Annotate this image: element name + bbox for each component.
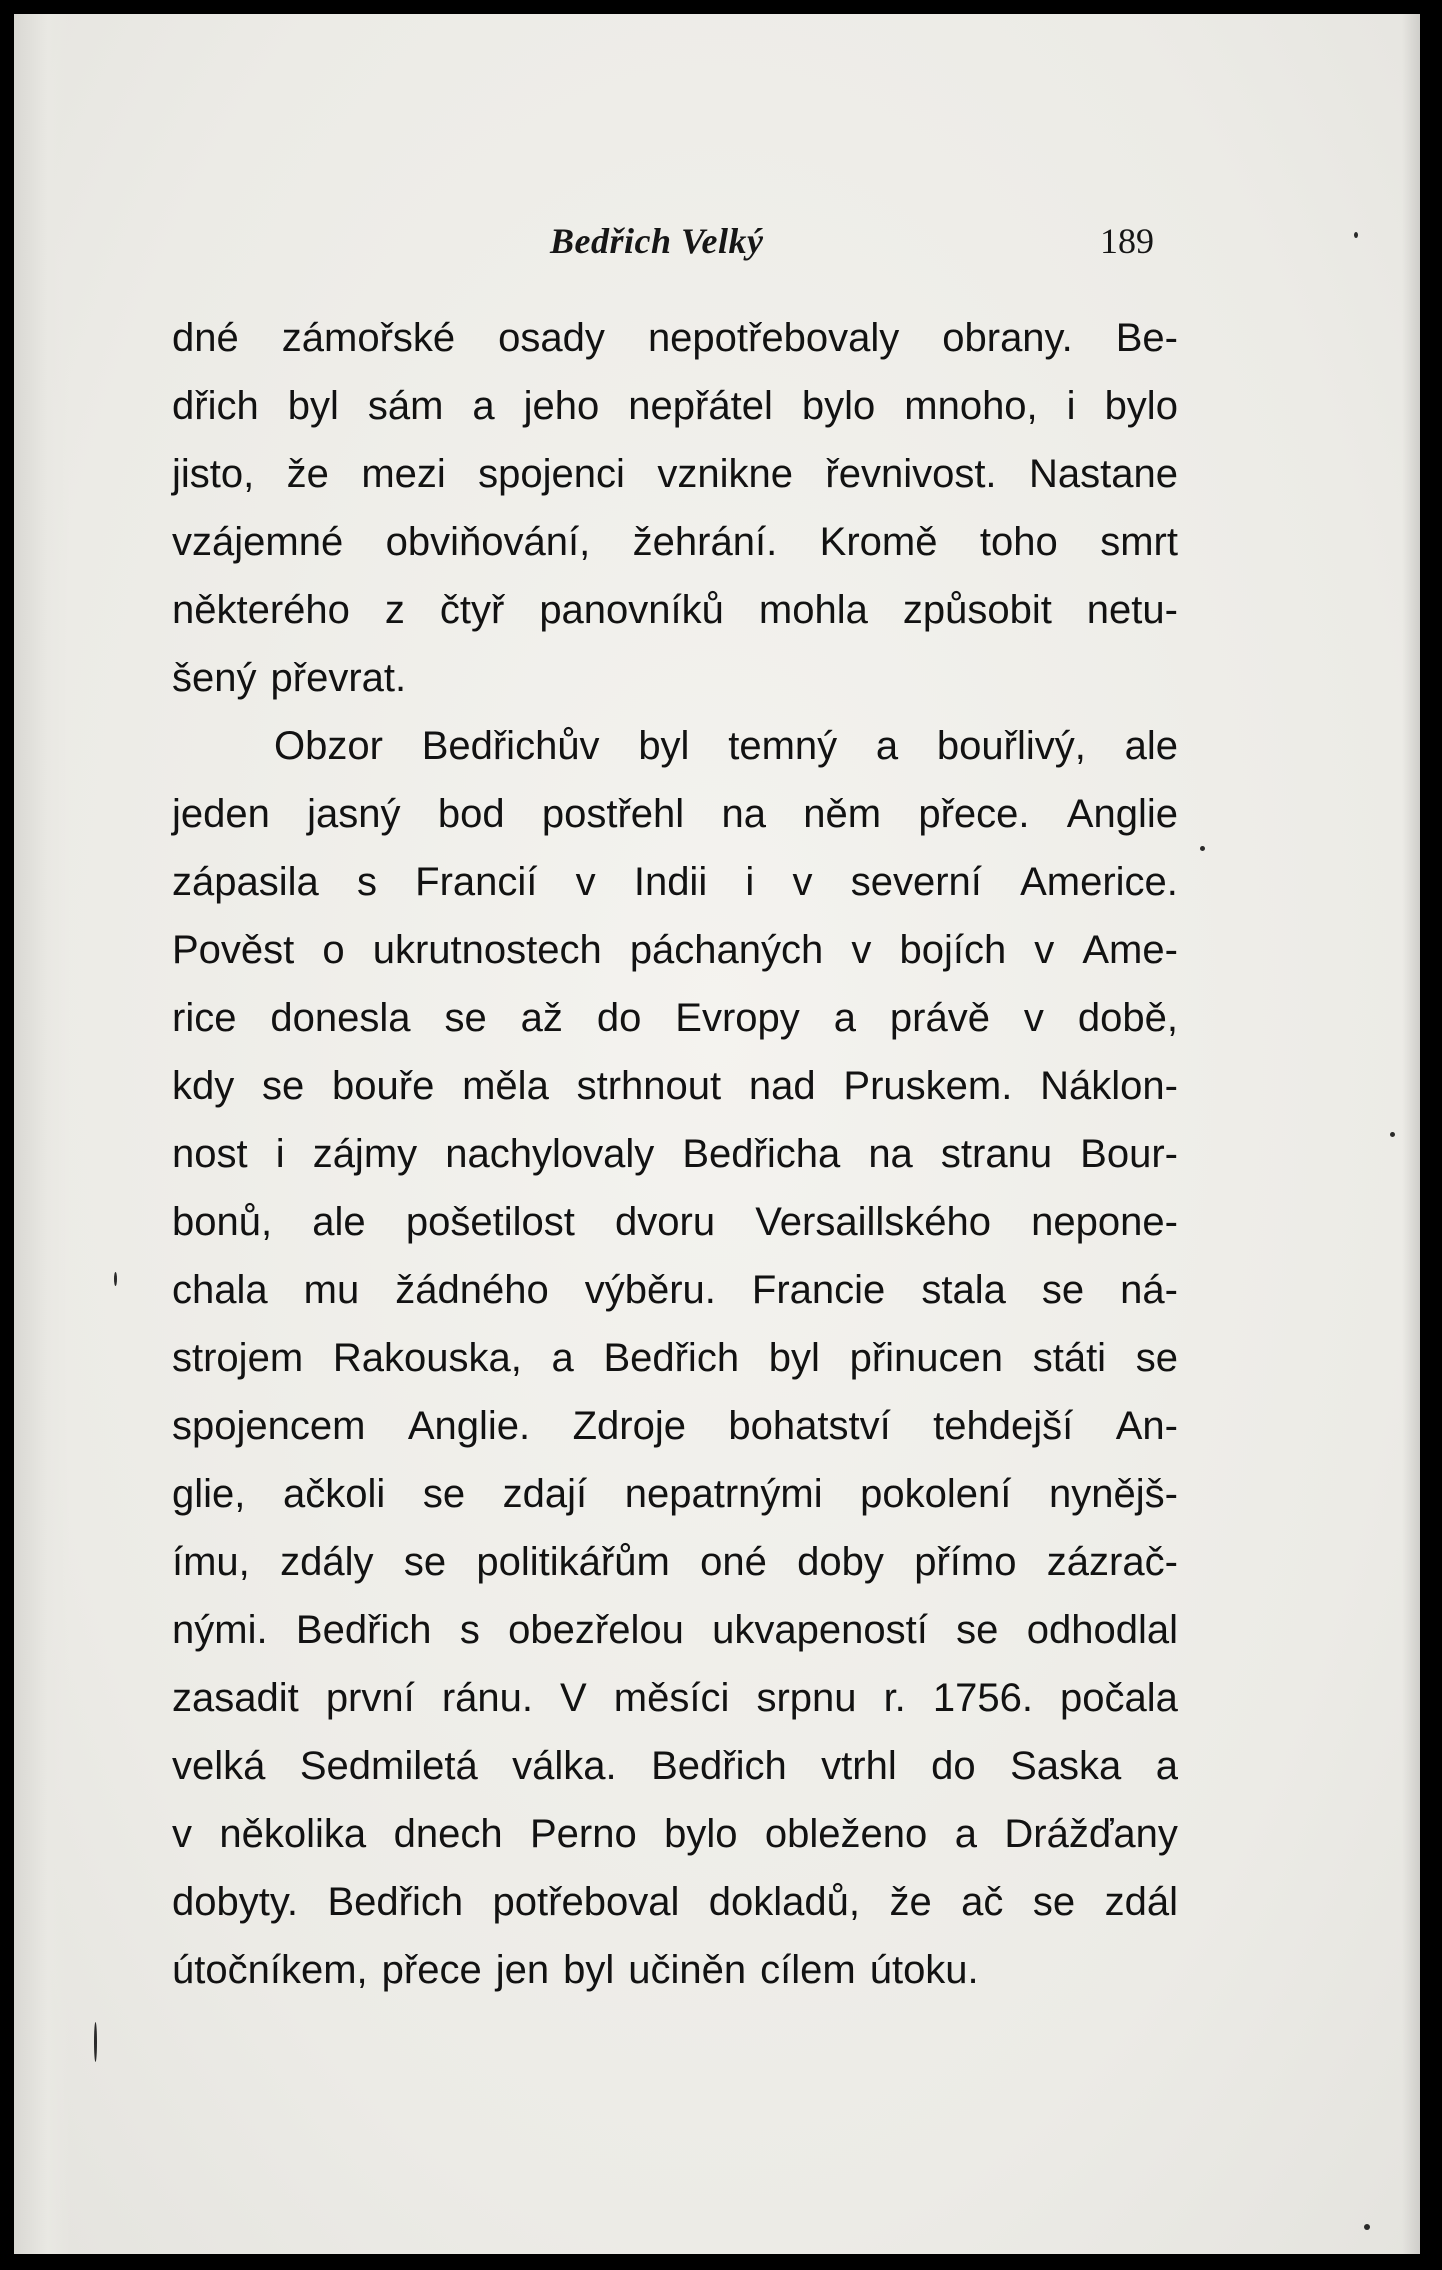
word: bouřlivý, bbox=[936, 724, 1086, 768]
word: přece. bbox=[918, 792, 1030, 836]
word: se bbox=[403, 1540, 447, 1584]
word: r. bbox=[883, 1676, 906, 1720]
word: s bbox=[356, 860, 377, 904]
word: Sedmiletá bbox=[299, 1744, 478, 1788]
text-line bbox=[172, 372, 1178, 440]
word: mu bbox=[303, 1268, 360, 1312]
text-line bbox=[172, 1936, 1178, 2004]
word: první bbox=[325, 1676, 415, 1720]
word: výběru. bbox=[584, 1268, 716, 1312]
word: zájmy bbox=[312, 1132, 418, 1176]
word: dvoru bbox=[615, 1200, 716, 1244]
word: postřehl bbox=[541, 792, 685, 836]
word: ukvapeností bbox=[712, 1608, 928, 1652]
word: ale bbox=[1124, 724, 1178, 768]
word: Be- bbox=[1115, 316, 1178, 360]
word: ač bbox=[961, 1880, 1004, 1924]
word: žádného bbox=[395, 1268, 549, 1312]
word: spojencem bbox=[172, 1404, 366, 1448]
word: chala bbox=[172, 1268, 268, 1312]
word: Bedřich bbox=[651, 1744, 787, 1788]
word: bylo bbox=[801, 384, 876, 428]
word: že bbox=[286, 452, 329, 496]
word: zázrač- bbox=[1046, 1540, 1178, 1584]
word: zápasila bbox=[172, 860, 319, 904]
word: spojenci bbox=[478, 452, 625, 496]
word: zámořské bbox=[281, 316, 456, 360]
word: stranu bbox=[940, 1132, 1053, 1176]
scan-speck bbox=[1364, 2224, 1370, 2230]
word: Bedřich bbox=[327, 1880, 464, 1924]
word: že bbox=[889, 1880, 932, 1924]
word: se bbox=[444, 996, 487, 1040]
word: i bbox=[275, 1132, 285, 1176]
word: osady bbox=[498, 316, 605, 360]
word: byl bbox=[563, 1948, 615, 1992]
word: jasný bbox=[307, 792, 401, 836]
word: Bedřichův bbox=[421, 724, 600, 768]
word: i bbox=[745, 860, 755, 904]
word: bonů, bbox=[172, 1200, 273, 1244]
word: několika bbox=[219, 1812, 367, 1856]
word: přímo bbox=[914, 1540, 1017, 1584]
word: Anglie. bbox=[407, 1404, 531, 1448]
word: Bour- bbox=[1080, 1132, 1178, 1176]
word: učiněn bbox=[628, 1948, 747, 1992]
word: kdy bbox=[172, 1064, 235, 1108]
word: jisto, bbox=[172, 452, 255, 496]
word: až bbox=[520, 996, 563, 1040]
word: Kromě bbox=[819, 520, 938, 564]
word: Americe. bbox=[1020, 860, 1178, 904]
word: zdají bbox=[502, 1472, 588, 1516]
word: na bbox=[868, 1132, 913, 1176]
word: válka. bbox=[512, 1744, 617, 1788]
word: strhnout bbox=[576, 1064, 722, 1108]
word: bylo bbox=[664, 1812, 738, 1856]
word: potřeboval bbox=[492, 1880, 680, 1924]
word: v bbox=[1023, 996, 1044, 1040]
word: nad bbox=[748, 1064, 816, 1108]
word: pošetilost bbox=[405, 1200, 575, 1244]
word: mohla bbox=[758, 588, 868, 632]
word: nost bbox=[172, 1132, 248, 1176]
word: severní bbox=[850, 860, 982, 904]
word: Francií bbox=[415, 860, 538, 904]
word: v bbox=[575, 860, 596, 904]
word: srpnu bbox=[756, 1676, 857, 1720]
word: právě bbox=[889, 996, 990, 1040]
word: a bbox=[551, 1336, 574, 1380]
word: stala bbox=[921, 1268, 1006, 1312]
text-line bbox=[172, 1596, 1178, 1664]
word: V bbox=[560, 1676, 587, 1720]
word: oné bbox=[700, 1540, 767, 1584]
word: se bbox=[422, 1472, 466, 1516]
word: ale bbox=[312, 1200, 366, 1244]
text-line bbox=[172, 1528, 1178, 1596]
word: zdály bbox=[280, 1540, 374, 1584]
word: nepatrnými bbox=[624, 1472, 823, 1516]
word: Pověst bbox=[172, 928, 295, 972]
text-line bbox=[172, 508, 1178, 576]
word: jeho bbox=[523, 384, 600, 428]
word: mezi bbox=[361, 452, 446, 496]
word: se bbox=[1041, 1268, 1085, 1312]
body-text bbox=[172, 304, 1178, 2004]
word: z bbox=[384, 588, 405, 632]
word: byl bbox=[768, 1336, 820, 1380]
word: a bbox=[472, 384, 495, 428]
word: pokolení bbox=[860, 1472, 1012, 1516]
word: i bbox=[1066, 384, 1076, 428]
word: nepone- bbox=[1031, 1200, 1178, 1244]
text-line bbox=[172, 1324, 1178, 1392]
word: do bbox=[596, 996, 642, 1040]
word: bohatství bbox=[728, 1404, 891, 1448]
word: páchaných bbox=[629, 928, 824, 972]
word: se bbox=[956, 1608, 999, 1652]
word: toho bbox=[979, 520, 1058, 564]
word: Pruskem. bbox=[843, 1064, 1013, 1108]
word: se bbox=[1135, 1336, 1178, 1380]
word: sám bbox=[367, 384, 444, 428]
word: přece bbox=[381, 1948, 482, 1992]
text-line bbox=[172, 644, 1178, 712]
text-line bbox=[172, 1460, 1178, 1528]
word: s bbox=[459, 1608, 480, 1652]
word: An- bbox=[1115, 1404, 1178, 1448]
word: Bedřicha bbox=[682, 1132, 841, 1176]
word: Rakouska, bbox=[332, 1336, 522, 1380]
word: panovníků bbox=[539, 588, 724, 632]
word: doby bbox=[797, 1540, 884, 1584]
word: převrat. bbox=[270, 656, 407, 700]
text-line bbox=[172, 712, 1178, 780]
text-line bbox=[172, 1052, 1178, 1120]
word: počala bbox=[1060, 1676, 1178, 1720]
word: vzájemné bbox=[172, 520, 344, 564]
book-page bbox=[14, 14, 1420, 2254]
word: přinucen bbox=[849, 1336, 1004, 1380]
word: ná- bbox=[1120, 1268, 1178, 1312]
word: a bbox=[1155, 1744, 1178, 1788]
page-header bbox=[14, 214, 1420, 270]
word: v bbox=[1034, 928, 1055, 972]
word: smrt bbox=[1100, 520, 1178, 564]
word: bylo bbox=[1104, 384, 1178, 428]
word: jeden bbox=[172, 792, 270, 836]
word: byl bbox=[638, 724, 690, 768]
word: Zdroje bbox=[572, 1404, 686, 1448]
word: něm bbox=[803, 792, 882, 836]
word: a bbox=[954, 1812, 977, 1856]
word: nachylovaly bbox=[445, 1132, 655, 1176]
scan-speck bbox=[94, 2022, 97, 2062]
word: bojích bbox=[899, 928, 1007, 972]
text-line bbox=[172, 1392, 1178, 1460]
word: státi bbox=[1032, 1336, 1107, 1380]
word: Obzor bbox=[274, 724, 383, 768]
text-line bbox=[172, 1664, 1178, 1732]
word: nepřátel bbox=[628, 384, 773, 428]
word: útoku. bbox=[869, 1948, 979, 1992]
word: řevnivost. bbox=[825, 452, 997, 496]
word: v bbox=[851, 928, 872, 972]
text-line bbox=[172, 1256, 1178, 1324]
word: na bbox=[721, 792, 766, 836]
word: Drážďany bbox=[1004, 1812, 1178, 1856]
word: měsíci bbox=[613, 1676, 730, 1720]
word: bod bbox=[437, 792, 505, 836]
running-title: Bedřich Velký bbox=[550, 221, 764, 261]
text-line bbox=[172, 780, 1178, 848]
word: tehdejší bbox=[933, 1404, 1074, 1448]
word: ránu. bbox=[441, 1676, 533, 1720]
text-line bbox=[172, 1800, 1178, 1868]
word: čtyř bbox=[439, 588, 505, 632]
word: některého bbox=[172, 588, 350, 632]
word: útočníkem, bbox=[172, 1948, 368, 1992]
word: temný bbox=[728, 724, 838, 768]
word: se bbox=[262, 1064, 305, 1108]
word: vznikne bbox=[657, 452, 793, 496]
word: vtrhl bbox=[821, 1744, 897, 1788]
word: donesla bbox=[270, 996, 411, 1040]
word: Anglie bbox=[1066, 792, 1178, 836]
word: dřich bbox=[172, 384, 259, 428]
word: Náklon- bbox=[1040, 1064, 1178, 1108]
page-gutter-shadow bbox=[14, 14, 70, 2254]
word: do bbox=[931, 1744, 976, 1788]
word: odhodlal bbox=[1026, 1608, 1178, 1652]
word: ímu, bbox=[172, 1540, 250, 1584]
word: obrany. bbox=[942, 316, 1073, 360]
word: Versaillského bbox=[755, 1200, 991, 1244]
word: zdál bbox=[1104, 1880, 1178, 1924]
word: době, bbox=[1077, 996, 1178, 1040]
word: v bbox=[792, 860, 813, 904]
scan-speck bbox=[1354, 232, 1358, 238]
word: rice bbox=[172, 996, 237, 1040]
word: byl bbox=[287, 384, 339, 428]
word: mnoho, bbox=[904, 384, 1038, 428]
word: glie, bbox=[172, 1472, 246, 1516]
word: jen bbox=[495, 1948, 550, 1992]
word: Evropy bbox=[675, 996, 800, 1040]
page-number: 189 bbox=[1100, 221, 1154, 261]
scan-speck bbox=[1390, 1132, 1395, 1137]
word: Indii bbox=[633, 860, 708, 904]
word: Ame- bbox=[1082, 928, 1178, 972]
word: Saska bbox=[1010, 1744, 1122, 1788]
text-line bbox=[172, 304, 1178, 372]
word: velká bbox=[172, 1744, 266, 1788]
word: o bbox=[322, 928, 345, 972]
text-line bbox=[172, 1868, 1178, 1936]
word: Francie bbox=[751, 1268, 886, 1312]
word: netu- bbox=[1086, 588, 1178, 632]
word: Nastane bbox=[1028, 452, 1178, 496]
word: obviňování, bbox=[385, 520, 591, 564]
word: ukrutnostech bbox=[372, 928, 602, 972]
word: v bbox=[172, 1812, 192, 1856]
word: Perno bbox=[529, 1812, 637, 1856]
text-line bbox=[172, 1120, 1178, 1188]
word: strojem bbox=[172, 1336, 304, 1380]
text-line bbox=[172, 576, 1178, 644]
page-edge-shadow bbox=[1402, 14, 1420, 2254]
scan-speck bbox=[114, 1272, 117, 1286]
text-line bbox=[172, 1732, 1178, 1800]
text-line bbox=[172, 984, 1178, 1052]
word: šený bbox=[172, 656, 257, 700]
text-line bbox=[172, 848, 1178, 916]
word: měla bbox=[462, 1064, 549, 1108]
word: žehrání. bbox=[632, 520, 778, 564]
word: dokladů, bbox=[708, 1880, 861, 1924]
word: politikářům bbox=[476, 1540, 670, 1584]
word: Bedřich bbox=[295, 1608, 432, 1652]
word: nepotřebovaly bbox=[647, 316, 900, 360]
word: nými. bbox=[172, 1608, 268, 1652]
word: bouře bbox=[332, 1064, 435, 1108]
text-line bbox=[172, 440, 1178, 508]
word: a bbox=[875, 724, 899, 768]
word: obleženo bbox=[764, 1812, 928, 1856]
text-line bbox=[172, 916, 1178, 984]
word: cílem bbox=[760, 1948, 856, 1992]
word: a bbox=[833, 996, 856, 1040]
word: se bbox=[1032, 1880, 1076, 1924]
word: zasadit bbox=[172, 1676, 299, 1720]
word: 1756. bbox=[932, 1676, 1033, 1720]
word: dobyty. bbox=[172, 1880, 298, 1924]
word: obezřelou bbox=[508, 1608, 684, 1652]
word: dnech bbox=[393, 1812, 503, 1856]
word: Bedřich bbox=[603, 1336, 740, 1380]
word: dné bbox=[172, 316, 239, 360]
word: způsobit bbox=[902, 588, 1052, 632]
text-line bbox=[172, 1188, 1178, 1256]
word: nynějš- bbox=[1048, 1472, 1178, 1516]
word: ačkoli bbox=[282, 1472, 386, 1516]
scan-speck bbox=[1200, 846, 1205, 851]
